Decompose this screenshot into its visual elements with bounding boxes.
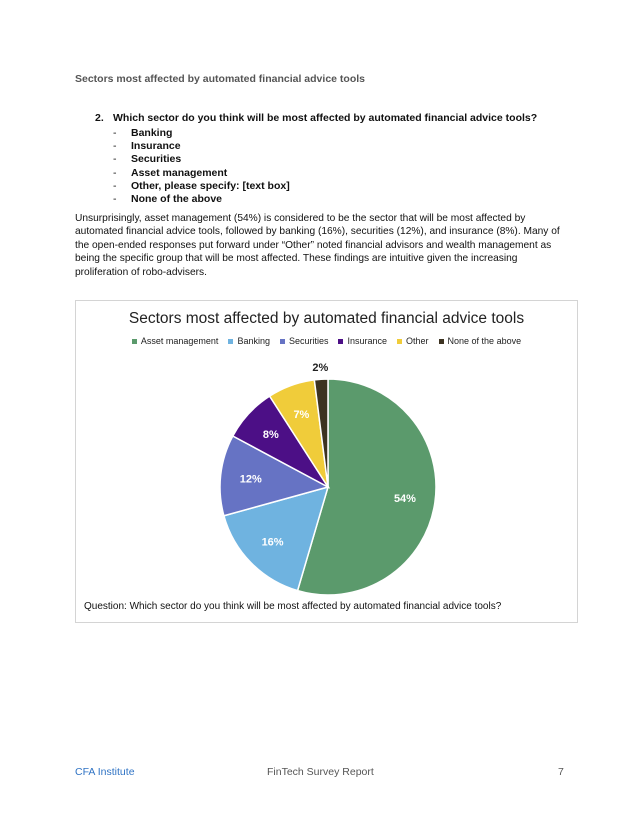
page-number: 7 bbox=[558, 766, 564, 778]
answer-option bbox=[113, 153, 537, 166]
pie-data-label: 12% bbox=[239, 473, 262, 486]
footer-organization: CFA Institute bbox=[75, 766, 135, 778]
option-dash: - bbox=[113, 127, 117, 139]
footer-report-title: FinTech Survey Report bbox=[267, 766, 374, 778]
option-label: Banking bbox=[131, 127, 173, 139]
option-label: None of the above bbox=[131, 192, 223, 205]
question-number: 2. bbox=[95, 112, 104, 124]
option-dash: - bbox=[113, 192, 117, 205]
pie-chart bbox=[76, 301, 577, 622]
pie-chart-figure bbox=[75, 300, 578, 623]
answer-option bbox=[113, 193, 537, 206]
option-label: Other, please specify: [text box] bbox=[131, 179, 290, 192]
legend-label: Insurance bbox=[347, 336, 388, 346]
option-dash: - bbox=[113, 153, 117, 166]
section-heading: Sectors most affected by automated financial advice tools bbox=[75, 73, 365, 85]
question-label: Which sector do you think will be most affected by automated financial advice tools? bbox=[113, 112, 538, 124]
answer-option bbox=[113, 127, 537, 140]
answer-option bbox=[113, 180, 537, 193]
option-label: Insurance bbox=[131, 140, 181, 153]
pie-data-label: 8% bbox=[262, 429, 279, 442]
legend-label: Banking bbox=[237, 336, 270, 346]
option-label: Asset management bbox=[131, 166, 228, 179]
legend-label: Other bbox=[406, 336, 429, 346]
chart-caption: Question: Which sector do you think will be most affected by automated financial advice tools? bbox=[84, 601, 502, 612]
answer-option bbox=[113, 167, 537, 180]
pie-data-label: 7% bbox=[293, 408, 310, 421]
option-dash: - bbox=[113, 166, 117, 179]
legend-label: Securities bbox=[288, 336, 329, 346]
option-dash: - bbox=[113, 140, 117, 153]
pie-data-label: 2% bbox=[312, 362, 329, 375]
survey-question bbox=[95, 112, 537, 206]
legend-label: Asset management bbox=[140, 336, 219, 346]
answer-option bbox=[113, 140, 537, 153]
legend-label: None of the above bbox=[447, 336, 522, 346]
option-dash: - bbox=[113, 179, 117, 192]
pie-data-label: 16% bbox=[261, 536, 284, 549]
chart-title: Sectors most affected by automated financial advice tools bbox=[128, 310, 525, 327]
option-label: Securities bbox=[131, 153, 182, 166]
question-text bbox=[95, 112, 537, 124]
answer-options-list bbox=[113, 127, 537, 206]
pie-data-label: 54% bbox=[393, 493, 416, 506]
body-paragraph: Unsurprisingly, asset management (54%) is considered to be the sector that will be most affected by automated financial advice tools, followed by banking (16%), securities (12%), and insurance (8%). Many of the open-ended responses put forward under “Other” noted financial advisors and wealth management as being the specific group that will be most affected. These findings are intuitive given the increasing proliferation of robo-advisers. bbox=[75, 213, 560, 278]
